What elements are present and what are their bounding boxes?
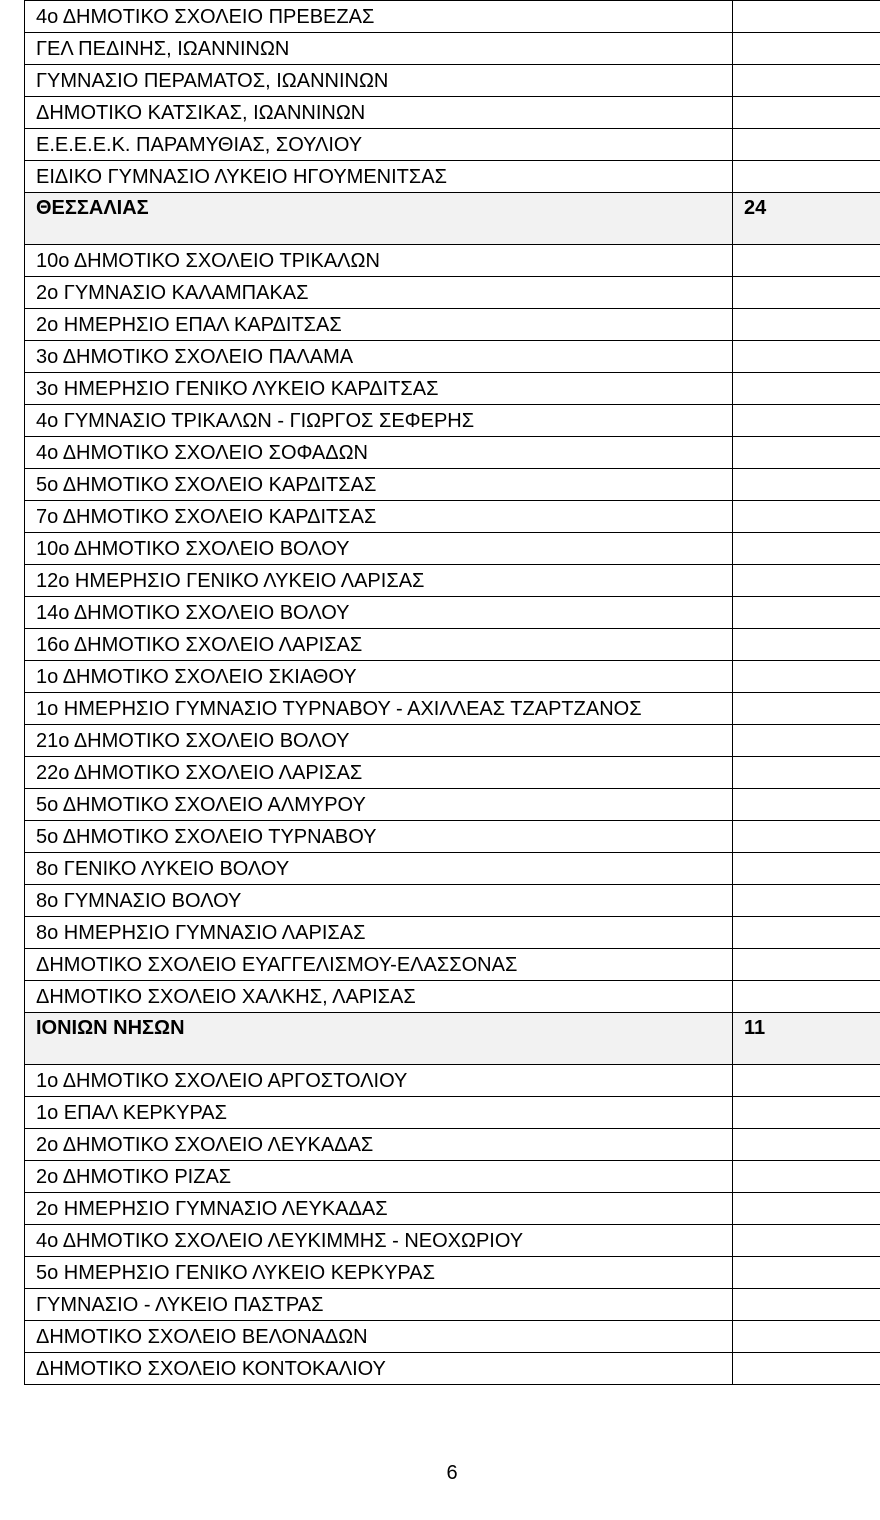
school-name-cell: ΕΙΔΙΚΟ ΓΥΜΝΑΣΙΟ ΛΥΚΕΙΟ ΗΓΟΥΜΕΝΙΤΣΑΣ [25,161,733,193]
school-name-cell: 3ο ΗΜΕΡΗΣΙΟ ΓΕΝΙΚΟ ΛΥΚΕΙΟ ΚΑΡΔΙΤΣΑΣ [25,373,733,405]
count-cell [733,1225,880,1257]
count-cell [733,501,880,533]
count-cell [733,161,880,193]
school-row [25,1,880,33]
school-row [25,277,880,309]
school-name-cell: ΔΗΜΟΤΙΚΟ ΣΧΟΛΕΙΟ ΒΕΛΟΝΑΔΩΝ [25,1321,733,1353]
count-cell [733,405,880,437]
count-cell [733,885,880,917]
school-row [25,373,880,405]
school-name-cell: 8ο ΓΥΜΝΑΣΙΟ ΒΟΛΟΥ [25,885,733,917]
school-name-cell: ΔΗΜΟΤΙΚΟ ΣΧΟΛΕΙΟ ΧΑΛΚΗΣ, ΛΑΡΙΣΑΣ [25,981,733,1013]
schools-table [24,0,880,1385]
school-row [25,341,880,373]
school-row [25,1065,880,1097]
school-row [25,789,880,821]
school-row [25,981,880,1013]
school-row [25,693,880,725]
school-row [25,885,880,917]
school-row [25,309,880,341]
count-cell [733,245,880,277]
count-cell [733,757,880,789]
page-number: 6 [446,1462,458,1484]
school-row [25,597,880,629]
region-name-cell: ΙΟΝΙΩΝ ΝΗΣΩΝ [25,1013,733,1065]
count-cell [733,981,880,1013]
school-row [25,661,880,693]
school-name-cell: 5ο ΔΗΜΟΤΙΚΟ ΣΧΟΛΕΙΟ ΚΑΡΔΙΤΣΑΣ [25,469,733,501]
school-row [25,33,880,65]
count-cell [733,533,880,565]
school-row [25,1353,880,1385]
school-name-cell: 3ο ΔΗΜΟΤΙΚΟ ΣΧΟΛΕΙΟ ΠΑΛΑΜΑ [25,341,733,373]
school-name-cell: 4ο ΓΥΜΝΑΣΙΟ ΤΡΙΚΑΛΩΝ - ΓΙΩΡΓΟΣ ΣΕΦΕΡΗΣ [25,405,733,437]
count-cell [733,565,880,597]
school-name-cell: ΔΗΜΟΤΙΚΟ ΣΧΟΛΕΙΟ ΕΥΑΓΓΕΛΙΣΜΟΥ-ΕΛΑΣΣΟΝΑΣ [25,949,733,981]
school-name-cell: 5ο ΔΗΜΟΤΙΚΟ ΣΧΟΛΕΙΟ ΑΛΜΥΡΟΥ [25,789,733,821]
school-row [25,469,880,501]
count-cell [733,661,880,693]
count-cell [733,693,880,725]
region-count-cell: 24 [733,193,880,245]
school-name-cell: 10ο ΔΗΜΟΤΙΚΟ ΣΧΟΛΕΙΟ ΤΡΙΚΑΛΩΝ [25,245,733,277]
count-cell [733,97,880,129]
school-name-cell: 8ο ΓΕΝΙΚΟ ΛΥΚΕΙΟ ΒΟΛΟΥ [25,853,733,885]
count-cell [733,1065,880,1097]
count-cell [733,949,880,981]
count-cell [733,1193,880,1225]
school-row [25,853,880,885]
count-cell [733,1097,880,1129]
school-row [25,1161,880,1193]
school-row [25,1289,880,1321]
school-name-cell: 4ο ΔΗΜΟΤΙΚΟ ΣΧΟΛΕΙΟ ΛΕΥΚΙΜΜΗΣ - ΝΕΟΧΩΡΙΟΥ [25,1225,733,1257]
school-name-cell: ΓΕΛ ΠΕΔΙΝΗΣ, ΙΩΑΝΝΙΝΩΝ [25,33,733,65]
school-name-cell: ΓΥΜΝΑΣΙΟ - ΛΥΚΕΙΟ ΠΑΣΤΡΑΣ [25,1289,733,1321]
count-cell [733,1289,880,1321]
school-row [25,1225,880,1257]
school-row [25,1129,880,1161]
school-name-cell: 8ο ΗΜΕΡΗΣΙΟ ΓΥΜΝΑΣΙΟ ΛΑΡΙΣΑΣ [25,917,733,949]
count-cell [733,789,880,821]
school-name-cell: 10ο ΔΗΜΟΤΙΚΟ ΣΧΟΛΕΙΟ ΒΟΛΟΥ [25,533,733,565]
school-name-cell: ΔΗΜΟΤΙΚΟ ΚΑΤΣΙΚΑΣ, ΙΩΑΝΝΙΝΩΝ [25,97,733,129]
school-row [25,565,880,597]
school-name-cell: 2ο ΗΜΕΡΗΣΙΟ ΕΠΑΛ ΚΑΡΔΙΤΣΑΣ [25,309,733,341]
count-cell [733,437,880,469]
school-row [25,129,880,161]
school-row [25,437,880,469]
schools-table-body [25,1,880,1385]
school-row [25,533,880,565]
school-name-cell: 2ο ΔΗΜΟΤΙΚΟ ΡΙΖΑΣ [25,1161,733,1193]
school-row [25,725,880,757]
school-row [25,1097,880,1129]
school-name-cell: 21ο ΔΗΜΟΤΙΚΟ ΣΧΟΛΕΙΟ ΒΟΛΟΥ [25,725,733,757]
count-cell [733,725,880,757]
school-row [25,1321,880,1353]
school-name-cell: 16ο ΔΗΜΟΤΙΚΟ ΣΧΟΛΕΙΟ ΛΑΡΙΣΑΣ [25,629,733,661]
school-row [25,917,880,949]
school-row [25,757,880,789]
count-cell [733,821,880,853]
count-cell [733,629,880,661]
school-row [25,1193,880,1225]
school-name-cell: 2ο ΔΗΜΟΤΙΚΟ ΣΧΟΛΕΙΟ ΛΕΥΚΑΔΑΣ [25,1129,733,1161]
school-name-cell: 5ο ΔΗΜΟΤΙΚΟ ΣΧΟΛΕΙΟ ΤΥΡΝΑΒΟΥ [25,821,733,853]
count-cell [733,1257,880,1289]
region-row [25,193,880,245]
school-name-cell: ΔΗΜΟΤΙΚΟ ΣΧΟΛΕΙΟ ΚΟΝΤΟΚΑΛΙΟΥ [25,1353,733,1385]
school-row [25,161,880,193]
school-name-cell: 1ο ΗΜΕΡΗΣΙΟ ΓΥΜΝΑΣΙΟ ΤΥΡΝΑΒΟΥ - ΑΧΙΛΛΕΑΣ ΤΖΑΡΤΖΑΝΟΣ [25,693,733,725]
count-cell [733,1353,880,1385]
count-cell [733,309,880,341]
school-name-cell: 2ο ΓΥΜΝΑΣΙΟ ΚΑΛΑΜΠΑΚΑΣ [25,277,733,309]
count-cell [733,917,880,949]
count-cell [733,341,880,373]
count-cell [733,853,880,885]
region-name-cell: ΘΕΣΣΑΛΙΑΣ [25,193,733,245]
count-cell [733,373,880,405]
region-row [25,1013,880,1065]
school-row [25,629,880,661]
school-row [25,245,880,277]
region-count-cell: 11 [733,1013,880,1065]
count-cell [733,33,880,65]
count-cell [733,597,880,629]
school-name-cell: 7ο ΔΗΜΟΤΙΚΟ ΣΧΟΛΕΙΟ ΚΑΡΔΙΤΣΑΣ [25,501,733,533]
school-name-cell: 2ο ΗΜΕΡΗΣΙΟ ΓΥΜΝΑΣΙΟ ΛΕΥΚΑΔΑΣ [25,1193,733,1225]
count-cell [733,65,880,97]
school-name-cell: 4ο ΔΗΜΟΤΙΚΟ ΣΧΟΛΕΙΟ ΣΟΦΑΔΩΝ [25,437,733,469]
school-name-cell: 1ο ΔΗΜΟΤΙΚΟ ΣΧΟΛΕΙΟ ΑΡΓΟΣΤΟΛΙΟΥ [25,1065,733,1097]
count-cell [733,1321,880,1353]
school-row [25,949,880,981]
count-cell [733,1,880,33]
school-name-cell: 12ο ΗΜΕΡΗΣΙΟ ΓΕΝΙΚΟ ΛΥΚΕΙΟ ΛΑΡΙΣΑΣ [25,565,733,597]
school-name-cell: 4ο ΔΗΜΟΤΙΚΟ ΣΧΟΛΕΙΟ ΠΡΕΒΕΖΑΣ [25,1,733,33]
count-cell [733,1161,880,1193]
school-row [25,405,880,437]
school-name-cell: 1ο ΕΠΑΛ ΚΕΡΚΥΡΑΣ [25,1097,733,1129]
school-row [25,65,880,97]
count-cell [733,1129,880,1161]
school-name-cell: 1ο ΔΗΜΟΤΙΚΟ ΣΧΟΛΕΙΟ ΣΚΙΑΘΟΥ [25,661,733,693]
school-row [25,97,880,129]
school-name-cell: Ε.Ε.Ε.Ε.Κ. ΠΑΡΑΜΥΘΙΑΣ, ΣΟΥΛΙΟΥ [25,129,733,161]
count-cell [733,469,880,501]
count-cell [733,277,880,309]
school-name-cell: ΓΥΜΝΑΣΙΟ ΠΕΡΑΜΑΤΟΣ, ΙΩΑΝΝΙΝΩΝ [25,65,733,97]
school-name-cell: 22ο ΔΗΜΟΤΙΚΟ ΣΧΟΛΕΙΟ ΛΑΡΙΣΑΣ [25,757,733,789]
school-name-cell: 5ο ΗΜΕΡΗΣΙΟ ΓΕΝΙΚΟ ΛΥΚΕΙΟ ΚΕΡΚΥΡΑΣ [25,1257,733,1289]
school-name-cell: 14ο ΔΗΜΟΤΙΚΟ ΣΧΟΛΕΙΟ ΒΟΛΟΥ [25,597,733,629]
school-row [25,1257,880,1289]
count-cell [733,129,880,161]
school-row [25,501,880,533]
school-row [25,821,880,853]
